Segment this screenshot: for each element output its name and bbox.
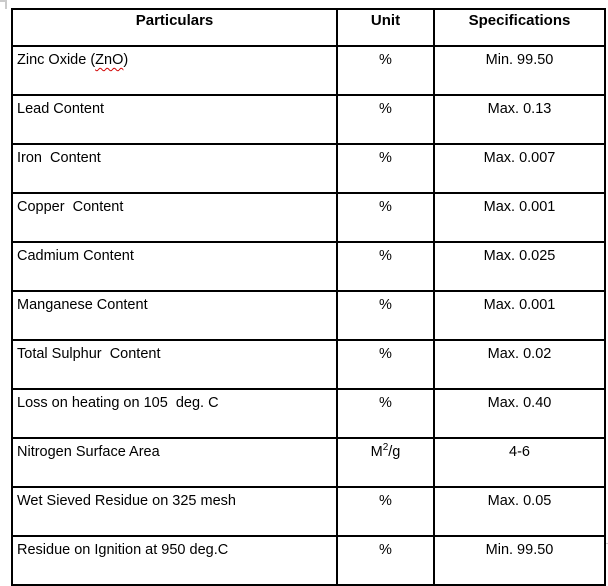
table-row	[12, 438, 605, 487]
unit-cell: %	[337, 242, 434, 291]
particulars-cell: Iron Content	[12, 144, 337, 193]
particulars-cell: Nitrogen Surface Area	[12, 438, 337, 487]
table-row	[12, 242, 605, 291]
specification-cell: Max. 0.13	[434, 95, 605, 144]
specification-cell: Max. 0.02	[434, 340, 605, 389]
particulars-text: Zinc Oxide (	[17, 52, 96, 68]
particulars-cell	[12, 46, 337, 95]
unit-cell: %	[337, 46, 434, 95]
specification-cell: Max. 0.05	[434, 487, 605, 536]
unit-cell: %	[337, 340, 434, 389]
table-row	[12, 193, 605, 242]
particulars-cell: Residue on Ignition at 950 deg.C	[12, 536, 337, 585]
table-row	[12, 95, 605, 144]
particulars-text: )	[123, 52, 129, 68]
specification-cell: Max. 0.001	[434, 291, 605, 340]
particulars-cell: Cadmium Content	[12, 242, 337, 291]
unit-superscript: 2	[382, 442, 389, 454]
particulars-cell: Loss on heating on 105 deg. C	[12, 389, 337, 438]
specification-cell: Max. 0.001	[434, 193, 605, 242]
unit-cell: %	[337, 389, 434, 438]
table-row	[12, 536, 605, 585]
specification-cell: Min. 99.50	[434, 536, 605, 585]
table-row	[12, 487, 605, 536]
unit-cell: %	[337, 291, 434, 340]
unit-cell: %	[337, 144, 434, 193]
unit-cell: %	[337, 487, 434, 536]
particulars-cell: Copper Content	[12, 193, 337, 242]
particulars-cell: Lead Content	[12, 95, 337, 144]
column-header-unit: Unit	[337, 9, 434, 46]
particulars-cell: Total Sulphur Content	[12, 340, 337, 389]
specification-cell: Max. 0.007	[434, 144, 605, 193]
outer-frame-corner-top-left	[0, 0, 7, 9]
table-row	[12, 46, 605, 95]
column-header-particulars: Particulars	[12, 9, 337, 46]
table-body	[12, 46, 605, 585]
unit-cell: %	[337, 95, 434, 144]
column-header-specifications: Specifications	[434, 9, 605, 46]
zinc-oxide-specifications-table	[11, 8, 606, 586]
particulars-cell: Wet Sieved Residue on 325 mesh	[12, 487, 337, 536]
unit-cell: %	[337, 536, 434, 585]
table-row	[12, 291, 605, 340]
table-row	[12, 389, 605, 438]
specification-cell: Min. 99.50	[434, 46, 605, 95]
spell-checked-word: ZnO	[95, 52, 124, 68]
specification-cell: Max. 0.40	[434, 389, 605, 438]
particulars-cell: Manganese Content	[12, 291, 337, 340]
unit-cell: %	[337, 193, 434, 242]
specification-cell: 4-6	[434, 438, 605, 487]
table-row	[12, 340, 605, 389]
unit-cell: $M^2/g$	[337, 438, 434, 487]
header-row	[12, 9, 605, 46]
specification-cell: Max. 0.025	[434, 242, 605, 291]
table-row	[12, 144, 605, 193]
